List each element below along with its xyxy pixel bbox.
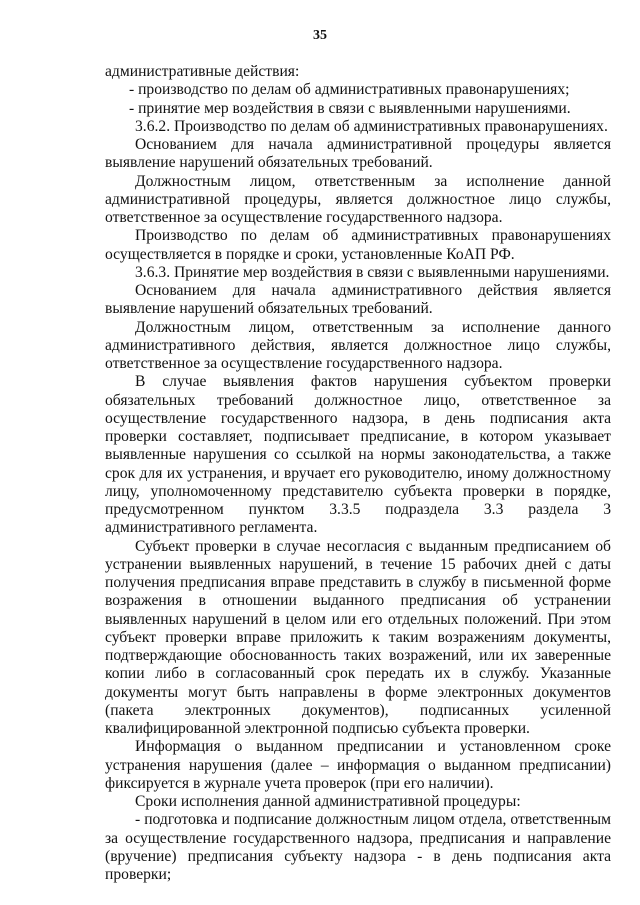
- paragraph: Субъект проверки в случае несогласия с выданным предписанием об устранении выявленных нарушений, в течение 15 рабочих дней с даты получения предписания вправе представить в службу в письменной форме возражения в отношении выданного предписания об устранении выявленных нарушений в целом или его отдельных положений. При этом субъект проверки вправе приложить к таким возражениям документы, подтверждающие обоснованность таких возражений, или их заверенные копии либо в согласованный срок передать их в службу. Указанные документы могут быть направлены в форме электронных документов (пакета электронных документов), подписанных усиленной квалифицированной электронной подписью субъекта проверки.: [105, 537, 611, 737]
- paragraph: Должностным лицом, ответственным за исполнение данного административного действия, является должностное лицо службы, ответственное за осуществление государственного надзора.: [105, 318, 611, 372]
- paragraph: В случае выявления фактов нарушения субъектом проверки обязательных требований должностное лицо, ответственное за осуществление государственного надзора, в день подписания акта проверки составляет, подписывает предписание, в котором указывает выявленные нарушения со ссылкой на нормы законодательства, а также срок для их устранения, и вручает его руководителю, иному должностному лицу, уполномоченному представителю субъекта проверки в порядке, предусмотренном пунктом 3.3.5 подраздела 3.3 раздела 3 административного регламента.: [105, 373, 611, 537]
- list-item: - производство по делам об административных правонарушениях;: [129, 81, 570, 99]
- section-heading: 3.6.2. Производство по делам об административных правонарушениях.: [135, 117, 608, 135]
- paragraph: Основанием для начала административного действия является выявление нарушений обязательных требований.: [105, 282, 611, 318]
- section-heading: 3.6.3. Принятие мер воздействия в связи с выявленными нарушениями.: [135, 263, 610, 281]
- page-number: 35: [313, 28, 327, 43]
- paragraph: Информация о выданном предписании и установленном сроке устранения нарушения (далее – информация о выданном предписании) фиксируется в журнале учета проверок (при его наличии).: [105, 738, 611, 792]
- list-item: - подготовка и подписание должностным лицом отдела, ответственным за осуществление государственного надзора, предписания и направление (вручение) предписания субъекту надзора - в день подписания акта проверки;: [105, 811, 611, 883]
- document-body: [105, 63, 611, 884]
- paragraph: Сроки исполнения данной административной процедуры:: [135, 793, 521, 810]
- paragraph: административные действия:: [105, 63, 300, 80]
- paragraph: Производство по делам об административных правонарушениях осуществляется в порядке и сроки, установленные КоАП РФ.: [105, 227, 611, 263]
- list-item: - принятие мер воздействия в связи с выявленными нарушениями.: [129, 99, 571, 117]
- paragraph: Основанием для начала административной процедуры является выявление нарушений обязательных требований.: [105, 136, 611, 172]
- paragraph: Должностным лицом, ответственным за исполнение данной административной процедуры, является должностное лицо службы, ответственное за осуществление государственного надзора.: [105, 172, 611, 226]
